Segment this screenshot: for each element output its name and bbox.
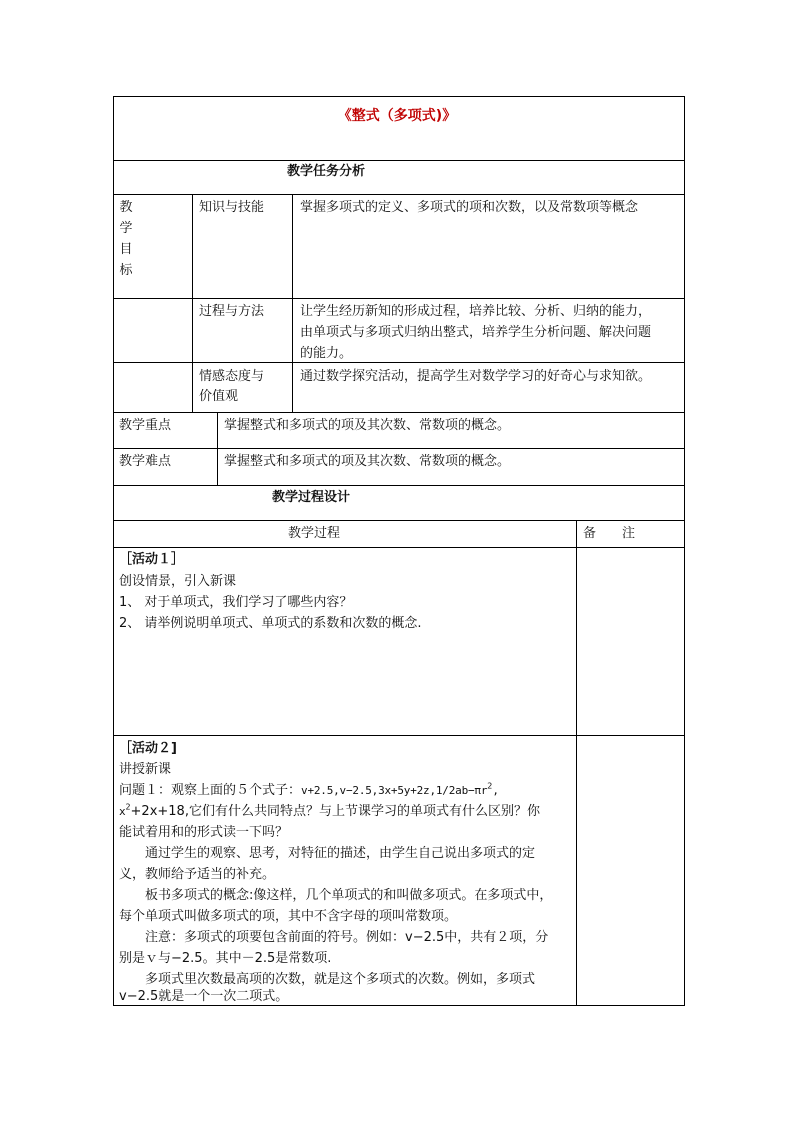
activity2-line: v−2.5就是一个一次二项式。 (119, 989, 289, 1004)
question1-formulas: v+2.5,v−2.5,3x+5y+2z,1/2ab−πr (301, 784, 488, 797)
col-divider (292, 194, 293, 412)
row-divider (113, 485, 685, 486)
row-divider (113, 448, 685, 449)
activity2-line: 每个单项式叫做多项式的项，其中不含字母的项叫常数项。 (119, 909, 458, 924)
goal-label-char: 目 (119, 242, 133, 257)
question1-prefix: 问题１：观察上面的５个式子： (119, 783, 302, 798)
col-divider (576, 520, 577, 1006)
key-point-label: 教学重点 (119, 418, 172, 433)
square-superscript: 2 (125, 802, 131, 812)
process-label: 过程与方法 (199, 304, 265, 319)
process-line: 的能力。 (300, 346, 353, 361)
task-analysis-header: 教学任务分析 (287, 164, 366, 179)
difficult-point-label: 教学难点 (119, 454, 172, 469)
question1-x: x (119, 805, 126, 818)
row-divider (113, 520, 685, 521)
key-point-content: 掌握整式和多项式的项及其次数、常数项的概念。 (224, 418, 511, 433)
row-divider (113, 194, 685, 195)
emotion-label: 情感态度与 (199, 369, 265, 384)
question1-rest: +2x+18,它们有什么共同特点？与上节课学习的单项式有什么区别？你 (130, 804, 540, 819)
knowledge-content: 掌握多项式的定义、多项式的项和次数，以及常数项等概念 (300, 200, 639, 215)
activity2-intro: 讲授新课 (119, 762, 172, 777)
col-divider (192, 194, 193, 412)
activity2-line: 注意：多项式的项要包含前面的符号。例如：v−2.5中，共有２项，分 (119, 930, 549, 945)
row-divider (113, 735, 685, 736)
page-title: 《整式（多项式)》 (337, 108, 457, 124)
activity1-line: 2、 请举例说明单项式、单项式的系数和次数的概念. (119, 616, 422, 631)
activity2-line: 别是ｖ与−2.5。其中－2.5是常数项. (119, 951, 332, 966)
activity1-line: 1、 对于单项式，我们学习了哪些内容？ (119, 595, 353, 610)
activity2-line: 能试着用和的形式读一下吗？ (119, 825, 289, 840)
row-divider (113, 547, 685, 548)
activity2-line: 板书多项式的概念:像这样，几个单项式的和叫做多项式。在多项式中， (119, 888, 553, 903)
question1-comma: , (492, 784, 499, 797)
emotion-content: 通过数学探究活动，提高学生对数学学习的好奇心与求知欲。 (300, 369, 652, 384)
row-divider (113, 160, 685, 161)
row-divider (113, 362, 685, 363)
activity2-line: 多项式里次数最高项的次数，就是这个多项式的次数。例如，多项式 (119, 972, 536, 987)
goal-label-char: 学 (119, 221, 133, 236)
col-divider (217, 412, 218, 485)
process-design-header: 教学过程设计 (272, 490, 351, 505)
row-divider (113, 298, 685, 299)
process-line: 由单项式与多项式归纳出整式，培养学生分析问题、解决问题 (300, 325, 652, 340)
goal-label-char: 教 (119, 200, 133, 215)
activity2-line: 义，教师给予适当的补充。 (119, 867, 276, 882)
col-header-notes: 备 注 (583, 526, 636, 541)
emotion-label: 价值观 (199, 389, 239, 404)
difficult-point-content: 掌握整式和多项式的项及其次数、常数项的概念。 (224, 454, 511, 469)
square-superscript: 2 (487, 781, 493, 791)
goal-label-char: 标 (119, 263, 133, 278)
activity2-question1 (119, 780, 499, 801)
col-header-process: 教学过程 (288, 526, 341, 541)
activity2-line: 通过学生的观察、思考，对特征的描述，由学生自己说出多项式的定 (119, 846, 536, 861)
activity1-heading: ［活动１］ (119, 552, 185, 567)
activity2-question1-cont (119, 801, 540, 822)
activity1-line: 创设情景，引入新课 (119, 574, 237, 589)
row-divider (113, 412, 685, 413)
activity2-heading: ［活动２] (119, 741, 177, 756)
knowledge-label: 知识与技能 (199, 200, 265, 215)
process-line: 让学生经历新知的形成过程，培养比较、分析、归纳的能力， (300, 304, 652, 319)
